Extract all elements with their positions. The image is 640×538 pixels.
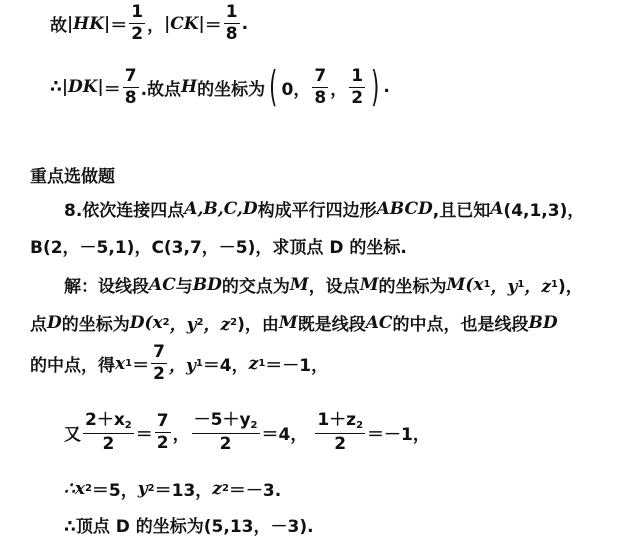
text: ，设点 — [308, 277, 360, 297]
point-a-coords: (4,1,3)， — [503, 201, 585, 221]
separator: ， — [147, 16, 165, 36]
text: 8.依次连接四点 — [64, 201, 185, 221]
value: ＝－1， — [367, 425, 430, 445]
text: 的中点，得 — [30, 356, 115, 376]
point-m: M — [278, 312, 298, 333]
problem-line-1 — [64, 196, 584, 221]
parallelogram-name: ABCD — [376, 198, 433, 219]
right-paren: ) — [371, 62, 380, 111]
equals: ＝ — [103, 79, 121, 100]
numerator: 7 — [153, 342, 165, 362]
problem-line-2 — [30, 233, 407, 258]
segment-ac: AC — [365, 312, 393, 333]
result-y: y — [137, 478, 148, 499]
var-y: ，y — [168, 356, 196, 376]
fraction — [315, 412, 365, 453]
solution-line-4 — [64, 412, 430, 453]
text: 既是线段 — [297, 315, 366, 335]
left-paren: ( — [269, 62, 278, 111]
var-z: z — [248, 353, 259, 374]
text: 的交点为 — [221, 277, 290, 297]
m-coord: M(x — [446, 274, 484, 295]
denominator: 2 — [334, 434, 347, 454]
text: 的坐标为 — [61, 315, 130, 335]
coord-zero: 0， — [281, 79, 311, 100]
fraction — [151, 344, 167, 383]
result-x: ∴x — [64, 478, 85, 499]
text: 的坐标为 — [197, 79, 266, 100]
denominator: 2 — [153, 364, 165, 384]
denominator: 8 — [225, 24, 238, 44]
m-coord: ，z — [524, 277, 551, 297]
denominator: 2 — [102, 434, 115, 454]
fraction — [349, 65, 365, 108]
text: 又 — [64, 425, 81, 445]
denominator: 8 — [314, 87, 327, 108]
subscript: 1 — [551, 279, 558, 290]
point-d: D — [47, 312, 62, 333]
subscript: 2 — [147, 483, 155, 494]
numerator: 1 — [351, 65, 364, 86]
dk-abs: |DK| — [61, 77, 104, 97]
fraction — [155, 413, 171, 452]
equals: ＝ — [135, 425, 153, 445]
value: ＝5， — [91, 481, 138, 501]
denominator: 2 — [219, 434, 232, 454]
numerator: 7 — [124, 65, 137, 86]
period: . — [241, 13, 249, 34]
numerator: $-5+y_2$ — [192, 412, 260, 434]
text: )， — [557, 277, 583, 297]
text: 点 — [30, 315, 47, 335]
therefore-symbol: ∴ — [50, 77, 62, 97]
text: 的坐标为 — [378, 277, 447, 297]
solution-line-5 — [64, 476, 281, 501]
text: 构成平行四边形 — [257, 201, 377, 221]
segment-bd: BD — [192, 274, 222, 295]
text: ,且已知 — [432, 201, 491, 221]
subscript: 2 — [162, 317, 170, 328]
m-coord: ，y — [490, 277, 518, 297]
subscript: 1 — [258, 358, 266, 369]
ck-abs: |CK| — [164, 13, 205, 34]
equation-line-1 — [50, 4, 248, 43]
text: )，由 — [237, 315, 279, 335]
subscript: 1 — [195, 358, 203, 369]
subscript: 2 — [84, 483, 92, 494]
numerator: 7 — [314, 65, 327, 86]
solution-line-1 — [64, 272, 583, 297]
segment-ac: AC — [149, 274, 176, 295]
solution-line-2 — [30, 310, 558, 335]
value: ＝13， — [154, 481, 213, 501]
denominator: 2 — [131, 24, 144, 44]
text: .故点 — [140, 79, 182, 100]
subscript: 1 — [125, 358, 133, 369]
text: 的中点，也是线段 — [392, 315, 529, 335]
solution-final — [64, 512, 314, 537]
equals: ＝ — [204, 16, 222, 36]
section-heading — [30, 162, 115, 187]
segment-bd: BD — [528, 312, 558, 333]
text: 解：设线段 — [64, 277, 149, 297]
fraction — [192, 412, 260, 453]
point-h: H — [181, 77, 198, 97]
subscript: 1 — [517, 279, 525, 290]
var-x: x — [115, 353, 126, 374]
numerator: 7 — [156, 411, 169, 431]
denominator: 2 — [156, 433, 169, 453]
equation-line-2 — [50, 62, 390, 111]
denominator: 2 — [351, 87, 364, 108]
value: ＝－3. — [228, 481, 282, 501]
fraction — [129, 4, 145, 43]
d-coord: ，z — [203, 315, 231, 335]
equals: ＝ — [110, 16, 128, 36]
denominator: 8 — [124, 87, 137, 108]
numerator: 1 — [225, 2, 238, 22]
subscript: 1 — [483, 279, 491, 290]
subscript: 2 — [221, 483, 229, 494]
text: B(2，－5,1)，C(3,7，－5)，求顶点 D 的坐标. — [30, 238, 407, 258]
result-z: z — [212, 478, 222, 499]
comma: ， — [330, 79, 348, 100]
value: ＝4， — [202, 356, 249, 376]
comma: ， — [172, 425, 190, 445]
fraction — [312, 65, 328, 108]
numerator: 1 — [131, 2, 144, 22]
subscript: 2 — [230, 317, 238, 328]
point-m: M — [359, 274, 379, 295]
fraction — [83, 412, 134, 453]
value: ＝4， — [261, 425, 308, 445]
point-a: A — [490, 198, 504, 219]
period: . — [383, 77, 390, 97]
subscript: 2 — [196, 317, 204, 328]
d-coord: ，y — [169, 315, 197, 335]
value: ＝－1， — [265, 356, 329, 376]
point-m: M — [289, 274, 309, 295]
solution-line-3 — [30, 344, 328, 383]
hk-abs: |HK| — [67, 13, 111, 34]
fraction — [224, 4, 240, 43]
fraction — [123, 65, 139, 108]
numerator: $2+x_2$ — [83, 412, 134, 434]
d-coord: D(x — [129, 312, 163, 333]
final-answer: ∴顶点 D 的坐标为(5,13，－3). — [64, 517, 314, 537]
numerator: $1+z_2$ — [315, 412, 365, 434]
text: 故 — [50, 16, 67, 36]
text: 与 — [175, 277, 193, 297]
points: A,B,C,D — [184, 198, 258, 219]
equals: ＝ — [132, 356, 150, 376]
heading-text: 重点选做题 — [30, 167, 115, 187]
